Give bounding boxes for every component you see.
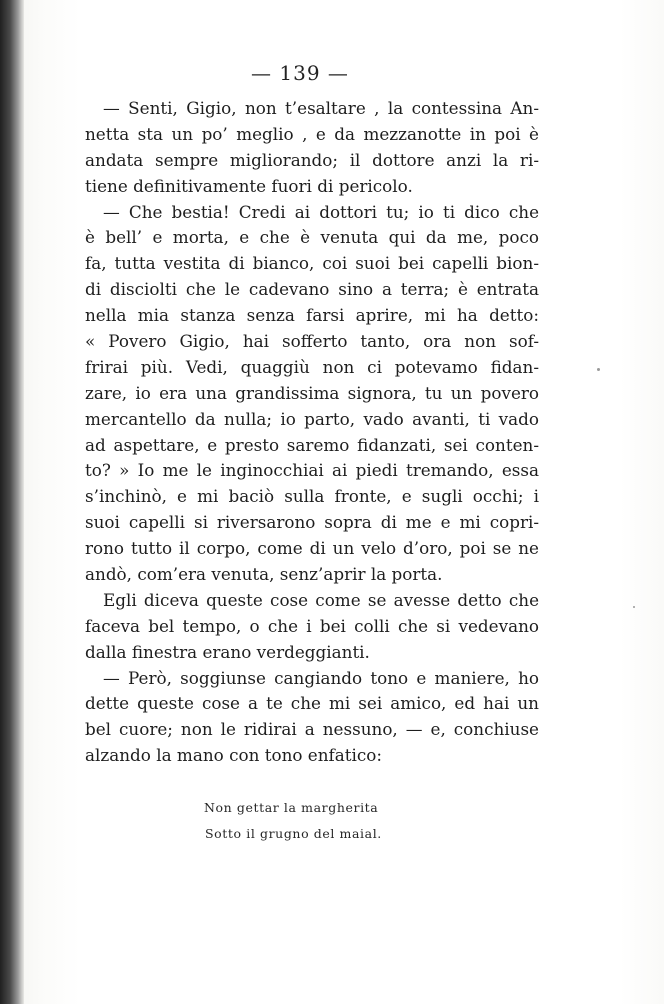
text-line: zare, io era una grandissima signora, tu un povero	[85, 382, 539, 403]
text-line: s’inchinò, e mi baciò sulla fronte, e sugli occhi; i	[85, 486, 539, 507]
text-line: — Che bestia! Credi ai dottori tu; io ti dico che	[103, 201, 539, 222]
text-line: andò, com’era venuta, senz’aprir la porta.	[85, 564, 443, 585]
verse-line-text: Sotto il grugno del maial.	[205, 826, 382, 841]
text-line: — Senti, Gigio, non t’esaltare , la contessina An-	[103, 98, 539, 118]
text-line: rono tutto il corpo, come di un velo d’oro, poi se ne	[85, 538, 539, 559]
text-line: « Povero Gigio, hai sofferto tanto, ora non sof-	[85, 331, 539, 352]
text-line: faceva bel tempo, o che i bei colli che si vedevano	[85, 615, 539, 636]
body-text	[85, 96, 539, 769]
paper-speck	[597, 368, 600, 371]
text-line: tiene definitivamente fuori di pericolo.	[85, 175, 413, 196]
text-line: suoi capelli si riversarono sopra di me e mi copri-	[85, 512, 539, 533]
text-line: nella mia stanza senza farsi aprire, mi ha detto:	[85, 305, 539, 326]
paper-speck	[633, 606, 635, 608]
text-line: fa, tutta vestita di bianco, coi suoi bei capelli bion-	[85, 253, 539, 274]
text-line: frirai più. Vedi, quaggiù non ci potevamo fidan-	[85, 356, 539, 377]
text-line: di disciolti che le cadevano sino a terra; è entrata	[85, 279, 539, 300]
text-line: netta sta un po’ meglio , e da mezzanotte in poi è	[85, 123, 539, 144]
text-line: andata sempre migliorando; il dottore anzi la ri-	[85, 149, 539, 170]
book-spine-shadow	[0, 0, 24, 1004]
text-line: Egli diceva queste cose come se avesse detto che	[103, 589, 539, 610]
verse-line-text: Non gettar la margherita	[204, 800, 379, 815]
text-line: alzando la mano con tono enfatico:	[85, 745, 383, 766]
text-line: dette queste cose a te che mi sei amico, ed hai un	[85, 693, 539, 714]
text-line: dalla finestra erano verdeggianti.	[85, 641, 370, 662]
page-number: — 139 —	[251, 61, 349, 85]
text-line: ad aspettare, e presto saremo fidanzati, sei conten-	[85, 434, 539, 455]
text-line: bel cuore; non le ridirai a nessuno, — e, conchiuse	[85, 719, 539, 740]
text-line: to? » Io me le inginocchiai ai piedi tremando, essa	[85, 460, 539, 481]
text-line: è bell’ e morta, e che è venuta qui da me, poco	[85, 227, 539, 248]
text-line: mercantello da nulla; io parto, vado avanti, ti vado	[85, 408, 539, 429]
text-line: — Però, soggiunse cangiando tono e maniere, ho	[103, 667, 539, 688]
